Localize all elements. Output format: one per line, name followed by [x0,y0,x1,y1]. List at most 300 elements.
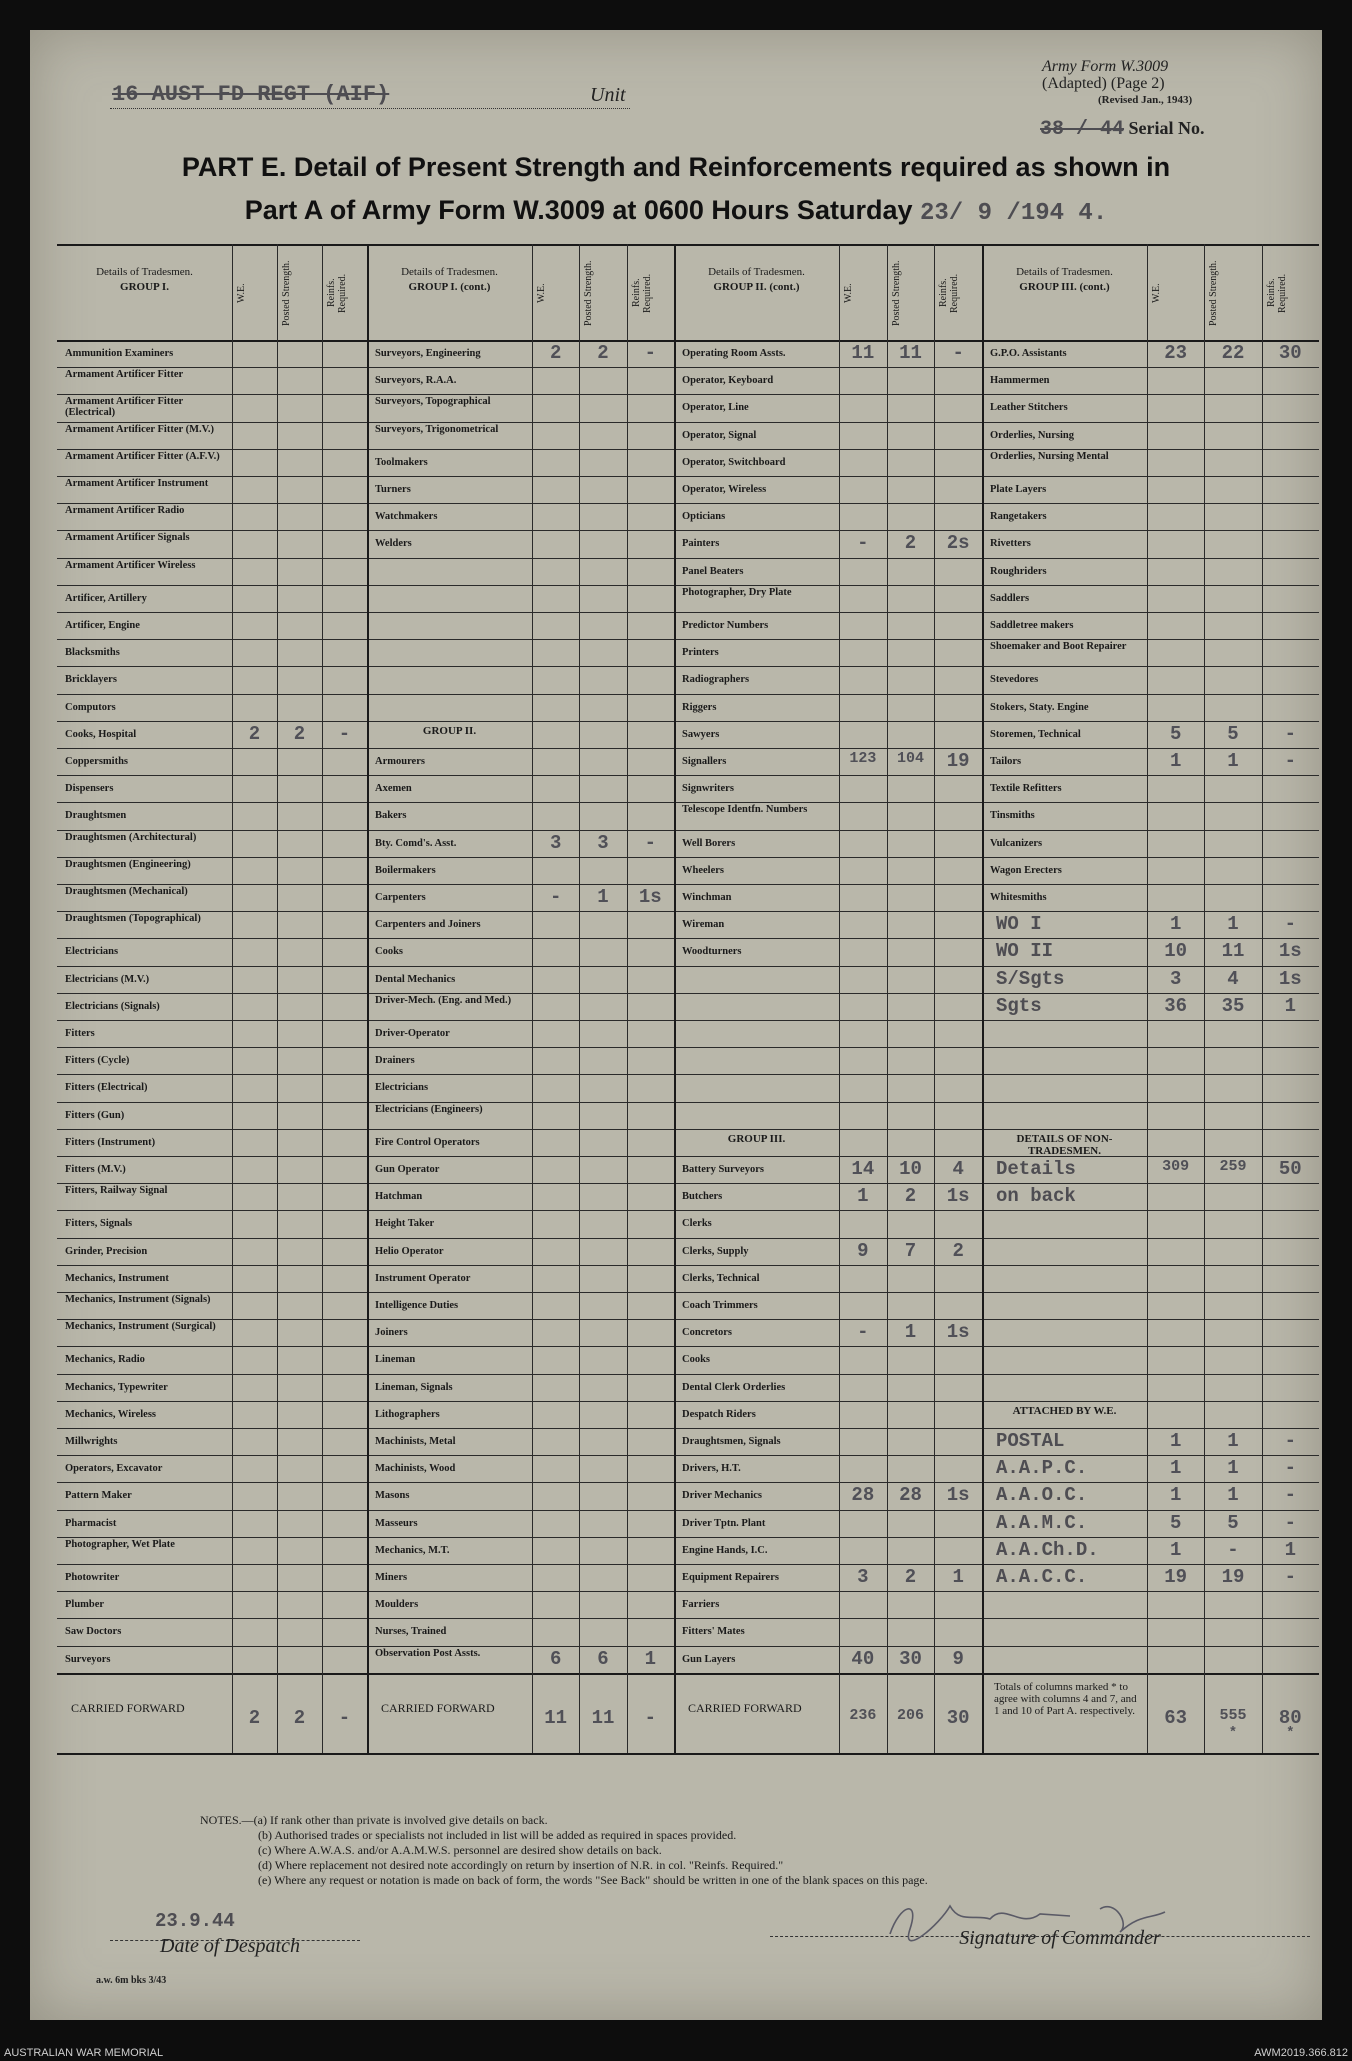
trade-label: Draughtsmen (Mechanical) [65,886,188,897]
row-line [57,911,1319,912]
trade-label: Electricians (Engineers) [375,1103,483,1115]
trade-label: Lineman [375,1354,416,1366]
typed-value: 36 [1164,994,1188,1017]
credit-right: AWM2019.366.812 [1254,2047,1348,2059]
trade-label: Dental Clerk Orderlies [682,1381,786,1393]
typed-value: 1 [1227,750,1239,772]
typed-row-label: on back [996,1185,1076,1208]
totals-star: * [1286,1724,1295,1741]
typed-row-label: A.A.M.C. [996,1511,1088,1534]
trade-label: Clerks [682,1218,712,1230]
column-line [532,244,533,1753]
trade-label: Rangetakers [990,511,1047,523]
trade-label: Toolmakers [375,456,428,468]
trade-label: Armament Artificer Wireless [65,559,196,571]
trade-label: Operators, Excavator [65,1463,163,1475]
row-line [57,422,1319,423]
trade-label: Despatch Riders [682,1408,756,1420]
trade-label: Axemen [375,783,412,795]
typed-value: 5 [1227,722,1239,745]
typed-value: 2 [904,532,917,555]
carried-forward-label: CARRIED FORWARD [71,1700,185,1715]
group-header: GROUP I. [120,281,169,293]
typed-row-label: Details [996,1158,1076,1180]
row-line [57,966,1319,967]
trade-label: Rivetters [990,538,1031,550]
carried-forward-value: 206 [896,1706,924,1724]
trade-label: Photowriter [65,1572,120,1583]
block-divider [674,244,676,1753]
trade-label: Radiographers [682,674,750,686]
serial-label: Serial No. [1128,118,1205,138]
typed-value: 1s [946,1321,970,1344]
typed-value: 1 [1284,1538,1297,1561]
trade-label: Carpenters and Joiners [375,919,481,931]
typed-value: 1 [1169,1457,1182,1480]
trade-label: Operator, Switchboard [682,456,786,468]
trade-label: Operator, Keyboard [682,375,774,387]
trade-label: Hammermen [990,375,1050,387]
trade-label: Driver Tptn. Plant [682,1517,766,1529]
typed-value: - [338,722,351,745]
typed-value: 1 [1169,1538,1182,1561]
group-header: GROUP III. (cont.) [1019,281,1110,293]
group-subheading: GROUP III. [727,1132,786,1145]
block-divider [982,244,984,1753]
column-line [887,244,888,1753]
header-bottom-line [57,340,1319,342]
row-line [57,694,1319,695]
trade-label: Observation Post Assts. [375,1647,481,1659]
trade-label: Artificer, Engine [65,620,140,631]
trade-label: Plumber [65,1599,105,1611]
trade-label: Telescope Identfn. Numbers [682,804,808,816]
trade-label: Electricians (M.V.) [65,973,150,985]
row-line [57,1482,1319,1483]
row-line [57,1618,1319,1619]
typed-value: 1 [1169,1484,1182,1507]
trade-label: Armament Artificer Signals [65,532,190,544]
table-top-line [57,244,1319,246]
typed-row-label: WO II [996,940,1054,963]
trade-label: Fitters (Instrument) [65,1136,156,1148]
trade-label: Printers [682,647,719,659]
row-line [57,449,1319,450]
trade-label: Stevedores [990,674,1039,686]
trade-label: Operator, Wireless [682,484,767,495]
typed-value: 30 [899,1647,922,1670]
row-line [57,1129,1319,1130]
row-line [57,1183,1319,1184]
notes-label: NOTES.— [200,1813,254,1827]
form-line-2: (Adapted) (Page 2) [1042,75,1165,92]
trade-label: Computors [65,701,116,713]
trade-label: Armament Artificer Instrument [65,478,209,489]
typed-value: 1 [857,1185,869,1208]
row-line [57,394,1319,395]
typed-value: - [1284,722,1297,745]
numeric-column-header: W.E. [236,283,247,303]
note-item [200,1873,928,1888]
title-line-2-text: Part A of Army Form W.3009 at 0600 Hours Saturday [244,195,913,225]
group-subheading: DETAILS OF NON-TRADESMEN. [1016,1132,1113,1157]
trade-label: G.P.O. Assistants [990,348,1067,359]
trade-label: Height Taker [375,1218,435,1230]
details-header-label: Details of Tradesmen. [401,266,498,278]
trade-label: Surveyors, Trigonometrical [375,423,499,435]
typed-value: 11 [1221,940,1245,963]
typed-value: 1 [1169,1430,1182,1452]
trade-label: Welders [375,538,412,550]
numeric-column-header: W.E. [536,283,547,303]
trade-label: Signwriters [682,783,734,795]
note-item [200,1828,928,1843]
trade-label: Nurses, Trained [375,1626,447,1638]
trade-label: Fitters (Gun) [65,1109,125,1121]
typed-value: 40 [851,1647,875,1670]
row-line [57,1020,1319,1021]
typed-value: 14 [851,1158,875,1180]
totals-star: * [1228,1724,1238,1741]
row-line [57,530,1319,531]
carried-forward-value: 236 [849,1706,877,1724]
trade-label: Cooks [375,946,404,958]
typed-row-label: A.A.P.C. [996,1457,1088,1480]
typed-value: 1 [904,1321,917,1344]
trade-label: Photographer, Wet Plate [65,1538,175,1550]
typed-value: 5 [1227,1511,1239,1534]
row-line [57,1238,1319,1239]
trade-label: Draughtsmen (Architectural) [65,831,197,843]
typed-value: 1s [1278,940,1302,963]
typed-value: 2 [293,722,306,745]
trade-label: Pharmacist [65,1517,117,1529]
trade-label: Equipment Repairers [682,1572,779,1583]
trade-label: Drivers, H.T. [682,1463,741,1475]
numeric-column-header: W.E. [843,283,854,303]
trade-label: Orderlies, Nursing Mental [990,450,1109,462]
trade-label: Fitters, Railway Signal [65,1185,168,1197]
details-header-label: Details of Tradesmen. [96,266,193,278]
trade-label: Electricians [375,1082,429,1094]
note-item [200,1858,928,1873]
despatch-label: Date of Despatch [160,1935,300,1957]
trade-label: Fitters, Signals [65,1218,133,1230]
row-line [57,1074,1319,1075]
trade-label: Panel Beaters [682,565,744,577]
trade-label: Driver-Mech. (Eng. and Med.) [375,994,512,1006]
numeric-column-header: Posted Strength. [1208,260,1220,326]
numeric-column-header: Reinfs. Required. [326,273,348,313]
trade-label: Operator, Line [682,402,749,414]
typed-value: - [644,831,657,854]
typed-value: 259 [1219,1158,1247,1175]
row-line [57,857,1319,858]
typed-value: 4 [952,1158,964,1180]
trade-label: Fitters (M.V.) [65,1164,126,1175]
typed-value: 5 [1169,1511,1182,1534]
group-header: GROUP I. (cont.) [408,281,491,293]
trade-label: Fitters [65,1028,95,1039]
typed-value: 1 [1227,1430,1239,1452]
trade-label: Woodturners [682,946,742,958]
trade-label: Riggers [682,701,717,713]
typed-value: 19 [1221,1566,1245,1588]
trade-label: Electricians (Signals) [65,1000,160,1012]
trade-label: Masseurs [375,1517,418,1529]
typed-value: 3 [1169,967,1182,990]
signature-label: Signature of Commander [959,1927,1161,1949]
typed-value: - [1284,913,1297,936]
row-line [57,1210,1319,1211]
note-text: (c) Where A.W.A.S. and/or A.A.M.W.S. personnel are desired show details on back. [258,1843,662,1857]
trade-label: Moulders [375,1599,419,1611]
form-reference [1042,58,1232,109]
trade-label: Saw Doctors [65,1626,122,1638]
typed-row-label: Sgts [996,994,1042,1017]
typed-value: 6 [549,1647,562,1670]
details-header [674,266,839,293]
typed-value: 2 [549,342,562,364]
typed-value: 23 [1164,342,1188,364]
typed-row-label: S/Sgts [996,967,1065,990]
trade-label: Dental Mechanics [375,973,456,985]
note-text: (a) If rank other than private is involved give details on back. [253,1813,548,1827]
row-line [57,802,1319,803]
column-line [277,244,278,1753]
row-line [57,938,1319,939]
row-line [57,476,1319,477]
typed-value: 28 [899,1484,922,1507]
trade-label: Mechanics, Wireless [65,1408,156,1420]
trade-label: Surveyors, R.A.A. [375,375,457,387]
row-line [57,585,1319,586]
typed-value: 30 [1278,342,1302,364]
trade-label: Lineman, Signals [375,1381,453,1393]
trade-label: Lithographers [375,1408,440,1420]
row-line [57,884,1319,885]
row-line [57,1537,1319,1538]
numeric-column-header: Reinfs. Required. [630,273,653,313]
details-header [367,266,532,293]
details-header-label: Details of Tradesmen. [1016,266,1113,278]
trade-label: Butchers [682,1191,723,1203]
typed-value: 3 [549,831,562,854]
typed-value: - [1284,1430,1297,1452]
trade-label: Gun Operator [375,1164,440,1175]
typed-value: 1 [1227,913,1239,936]
note-item [200,1813,928,1828]
trade-label: Well Borers [682,837,736,849]
typed-value: - [549,886,562,908]
unit-line [110,108,630,109]
row-line [57,721,1319,722]
carried-forward-label: CARRIED FORWARD [688,1700,802,1715]
note-text: (b) Authorised trades or specialists not included in list will be added as required in spaces provided. [258,1828,737,1842]
trade-label: Driver-Operator [375,1028,450,1039]
typed-value: 7 [904,1239,917,1262]
trade-label: Painters [682,538,720,550]
trade-label: Cooks [682,1354,711,1366]
row-line [57,1428,1319,1429]
trade-label: Operating Room Assts. [682,348,786,359]
typed-value: - [644,342,657,364]
column-line [627,244,628,1753]
carried-forward-value: 555 [1219,1706,1247,1724]
trade-label: Bakers [375,810,407,822]
trade-label: Cooks, Hospital [65,728,137,740]
serial-typed: 38 / 44 [1040,118,1125,141]
row-line [57,367,1319,368]
trade-label: Battery Surveyors [682,1164,764,1175]
typed-value: - [857,532,869,555]
carried-forward-value: - [338,1706,351,1729]
typed-value: 19 [1164,1566,1188,1588]
trade-label: Mechanics, Instrument (Signals) [65,1294,211,1305]
trade-label: Farriers [682,1599,720,1611]
typed-value: 2s [946,532,970,555]
typed-value: 1s [946,1484,970,1507]
row-line [57,1564,1319,1565]
signature-scrawl [880,1894,1180,1944]
typed-value: - [1284,1484,1297,1507]
typed-value: 1 [644,1647,657,1670]
trade-label: Helio Operator [375,1245,444,1257]
despatch-typed: 23.9.44 [155,1910,235,1932]
typed-value: - [1284,1457,1297,1480]
typed-value: 104 [896,750,924,767]
trade-label: Armament Artificer Fitter (A.F.V.) [65,450,220,462]
trade-label: Draughtsmen, Signals [682,1436,781,1447]
form-paper [30,30,1322,2020]
trade-label: Blacksmiths [65,647,120,659]
trade-label: Clerks, Technical [682,1272,760,1284]
carried-forward-top-line [57,1673,1319,1675]
typed-value: 1 [1169,750,1182,772]
trade-label: Dispensers [65,783,114,795]
typed-value: 1 [1169,913,1182,936]
block-divider [367,244,369,1753]
trade-label: Mechanics, Instrument (Surgical) [65,1321,216,1333]
typed-value: 1s [946,1185,970,1208]
typed-row-label: A.A.C.C. [996,1566,1088,1588]
trade-label: Hatchman [375,1191,423,1203]
typed-value: 2 [952,1239,964,1262]
column-line [232,244,233,1753]
form-line-3: (Revised Jan., 1943) [1098,94,1193,106]
trade-label: Fire Control Operators [375,1136,480,1148]
typed-value: 4 [1227,967,1239,990]
numeric-column-header: W.E. [1151,283,1162,303]
typed-value: 2 [248,722,261,745]
trade-label: Vulcanizers [990,837,1043,849]
title-line-1: PART E. Detail of Present Strength and Reinforcements required as shown in [181,152,1171,182]
trade-label: Leather Stitchers [990,402,1068,414]
trade-label: Grinder, Precision [65,1245,148,1257]
trade-label: Draughtsmen (Topographical) [65,913,201,925]
carried-forward-value: 80 [1278,1706,1302,1729]
column-line [322,244,323,1753]
trade-label: Surveyors, Topographical [375,396,491,408]
trade-label: Millwrights [65,1436,118,1447]
row-line [57,1346,1319,1347]
trade-label: Whitesmiths [990,892,1047,903]
trade-label: Shoemaker and Boot Repairer [990,641,1127,653]
row-line [57,1401,1319,1402]
note-text: (e) Where any request or notation is made on back of form, the words "See Back" should be written in one of the blank spaces on this page. [258,1873,928,1887]
trade-label: Armament Artificer Fitter (Electrical) [65,396,183,419]
trade-label: Armament Artificer Fitter [65,369,184,381]
carried-forward-value: 11 [544,1706,568,1729]
typed-value: 28 [851,1484,875,1507]
trade-label: Coach Trimmers [682,1300,758,1311]
typed-value: 6 [597,1647,609,1670]
row-line [57,1646,1319,1647]
unit-label: Unit [590,84,626,106]
trade-label: Sawyers [682,728,720,740]
row-line [57,748,1319,749]
details-header [57,266,232,293]
carried-forward-value: 11 [591,1706,615,1729]
typed-value: 309 [1162,1158,1190,1175]
trade-label: Bricklayers [65,674,117,686]
trade-label: Artificer, Artillery [65,592,147,604]
typed-value: 11 [899,342,922,364]
trade-label: Clerks, Supply [682,1245,749,1257]
row-line [57,1265,1319,1266]
trade-label: Fitters (Electrical) [65,1082,148,1094]
column-line [839,244,840,1753]
trade-label: Boilermakers [375,864,436,876]
row-line [57,830,1319,831]
typed-value: 1s [1278,967,1302,990]
numeric-column-header: Reinfs. Required. [938,273,961,313]
typed-value: 3 [597,831,609,854]
trade-label: Draughtsmen (Engineering) [65,858,191,870]
trade-label: Tailors [990,756,1022,767]
row-line [57,1102,1319,1103]
trade-label: Fitters' Mates [682,1626,745,1638]
trade-label: Saddlers [990,592,1030,604]
trade-label: Watchmakers [375,511,438,523]
credit-left: AUSTRALIAN WAR MEMORIAL [4,2047,164,2059]
numeric-column-header: Posted Strength. [583,260,595,326]
typed-value: 50 [1278,1158,1302,1180]
notes [200,1813,928,1888]
trade-label: Surveyors [65,1653,111,1665]
typed-row-label: A.A.Ch.D. [996,1538,1099,1561]
typed-value: 5 [1169,722,1182,745]
trade-label: Orderlies, Nursing [990,429,1074,441]
trade-label: Opticians [682,511,726,523]
trade-label: Wagon Erecters [990,864,1062,876]
typed-value: 10 [1164,940,1188,963]
trade-label: Electricians [65,946,119,958]
numeric-column-header: Reinfs. Required. [1265,273,1288,313]
signature-block [770,1900,1310,1950]
typed-row-label: POSTAL [996,1430,1065,1452]
trade-label: Drainers [375,1055,415,1067]
typed-value: 2 [904,1185,917,1208]
typed-value: 123 [849,750,877,767]
typed-row-label: A.A.O.C. [996,1484,1088,1507]
trade-label: Signallers [682,756,727,767]
trade-label: Tinsmiths [990,810,1035,822]
row-line [57,1455,1319,1456]
typed-value: - [1227,1538,1239,1561]
trade-label: Predictor Numbers [682,620,769,631]
trade-label: Winchman [682,892,732,903]
